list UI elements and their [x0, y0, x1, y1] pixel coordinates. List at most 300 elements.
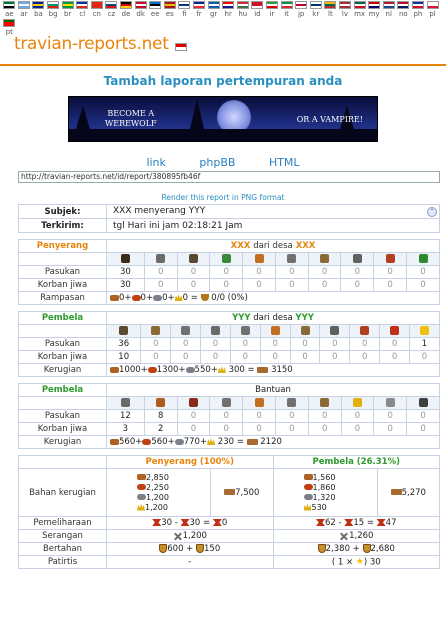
flag-code: ar [20, 10, 28, 18]
unit-count: 0 [290, 338, 320, 351]
chief-icon [360, 326, 369, 335]
unit-count: 0 [407, 266, 440, 279]
shield-icon [196, 544, 204, 553]
flag-code: bg [48, 10, 58, 18]
total-resources-icon [391, 489, 402, 495]
subject-value[interactable] [107, 205, 440, 219]
unit-header [308, 253, 341, 266]
flag-code: pl [429, 10, 436, 18]
wood-icon [110, 295, 119, 301]
language-flag-de[interactable] [119, 1, 134, 19]
language-flag-jp[interactable] [294, 1, 309, 19]
horse-icon [255, 398, 264, 407]
flag-code: ae [4, 10, 14, 18]
sword2-icon [156, 398, 165, 407]
unit-count: 0 [210, 266, 243, 279]
def-loss-total: 5,270 [401, 487, 426, 498]
flag-code: id [254, 10, 261, 18]
def-defense-value: 2,680 [370, 544, 395, 554]
unit-count: 0 [210, 410, 243, 423]
language-flag-dk[interactable] [133, 1, 148, 19]
row-label: Korban jiwa [19, 351, 107, 364]
banner-text-left [105, 109, 157, 129]
unit-count: 0 [407, 279, 440, 292]
flag-code: ir [269, 10, 275, 18]
total-resources-icon [247, 439, 258, 445]
language-flag-bg[interactable] [46, 1, 61, 19]
defender-title [107, 312, 440, 325]
flag-code: cn [92, 10, 101, 18]
report-container [18, 204, 440, 569]
site-header [0, 24, 446, 64]
iron-icon [137, 494, 146, 500]
row-label: Korban jiwa [19, 423, 107, 436]
clay-icon [304, 484, 313, 490]
flag-icon [76, 1, 88, 9]
def-hero-multiplier: ( 1 × [331, 557, 354, 568]
from-text: dari desa [253, 241, 293, 251]
upkeep-icon [344, 519, 353, 526]
site-logo[interactable]: travian-reports.net [14, 34, 169, 54]
language-flag-gr[interactable] [206, 1, 221, 19]
flag-code: my [368, 10, 380, 18]
language-flag-mx[interactable] [352, 1, 367, 19]
link-tab[interactable]: link [146, 156, 166, 169]
unit-count: 0 [243, 410, 276, 423]
loot-carry: 0/0 (0%) [211, 293, 248, 303]
language-flag-cl[interactable] [75, 1, 90, 19]
unit-count: 0 [380, 351, 410, 364]
language-flag-id[interactable] [250, 1, 265, 19]
att-upkeep-value: 30 [189, 518, 201, 528]
language-flag-cn[interactable] [90, 1, 105, 19]
unit-header [275, 253, 308, 266]
star-icon: ★ [355, 556, 364, 567]
flag-code: cl [79, 10, 86, 18]
unit-header [409, 325, 439, 338]
unit-count: 0 [409, 351, 439, 364]
loot-label: Rampasan [19, 292, 107, 305]
flag-icon [178, 1, 190, 9]
ground-graphic [69, 129, 377, 141]
sent-label: Terkirim: [19, 219, 107, 233]
loss-wood: 560 [119, 437, 136, 447]
chief-icon [386, 254, 395, 263]
upkeep-icon [213, 519, 222, 526]
language-flag-fr[interactable] [192, 1, 207, 19]
upkeep-icon [152, 519, 161, 526]
unit-count: 0 [341, 266, 374, 279]
carry-icon [201, 294, 209, 301]
defender-loss-label: Kerugian [19, 364, 107, 377]
language-flag-ba[interactable] [31, 1, 46, 19]
unit-header [107, 253, 145, 266]
language-flag-lt[interactable] [323, 1, 338, 19]
upkeep-icon [316, 519, 325, 526]
flag-icon [149, 1, 161, 9]
attacker-attack [107, 530, 274, 543]
unit-count: 0 [350, 351, 380, 364]
unit-header [201, 325, 231, 338]
unit-count: 0 [243, 266, 276, 279]
unit-count: 0 [177, 266, 210, 279]
render-png-link[interactable]: Render this report in PNG format [161, 193, 285, 202]
attacker-upkeep: 30 - 30 = 0 [107, 517, 274, 530]
attacker-defense: 600 + 150 [107, 543, 274, 556]
flag-icon [105, 1, 117, 9]
flag-code: ph [413, 10, 423, 18]
language-flag-no[interactable] [396, 1, 411, 19]
unit-header [380, 325, 410, 338]
unit-header [210, 253, 243, 266]
flag-code: kr [312, 10, 320, 18]
iron-icon [175, 439, 184, 445]
loss-total: 3150 [271, 365, 293, 375]
unit-count: 0 [341, 279, 374, 292]
unit-count: 0 [201, 338, 231, 351]
flag-icon [62, 1, 74, 9]
unit-header [374, 397, 407, 410]
unit-header [350, 325, 380, 338]
unit-count: 0 [177, 423, 210, 436]
flag-icon [3, 19, 15, 27]
unit-count: 0 [260, 338, 290, 351]
defender-role-label: Pembela [19, 312, 107, 325]
subject-label: Subjek: [19, 205, 107, 219]
flag-icon [266, 1, 278, 9]
unit-count: 0 [141, 351, 171, 364]
attacker-role-label: Penyerang [19, 240, 107, 253]
attacker-table [18, 239, 440, 305]
unit-header [144, 397, 177, 410]
ram-icon [320, 254, 329, 263]
language-flag-ph[interactable] [411, 1, 426, 19]
defender-player-link[interactable]: YYY [232, 313, 251, 323]
loot-values: 0+ 0+ 0+ 0 = 0/0 (0%) [107, 292, 440, 305]
current-language-flag-icon[interactable] [175, 43, 187, 51]
subject-dropdown-icon[interactable]: ⌃ [427, 207, 437, 217]
clay-icon [132, 295, 141, 301]
reinforcement-role-label: Pembela [19, 384, 107, 397]
shield-icon [318, 544, 326, 553]
summary-attacker-header: Penyerang (100%) [107, 456, 274, 469]
loot-clay: 0 [140, 293, 146, 303]
sword-icon [121, 398, 130, 407]
unit-count: 0 [141, 338, 171, 351]
flag-code: pt [5, 28, 13, 36]
flag-code: fi [182, 10, 187, 18]
loss-wood: 1000 [119, 365, 141, 375]
language-flag-kr[interactable] [308, 1, 323, 19]
empty-cell [19, 397, 107, 410]
reinforcement-title: Bantuan [107, 384, 440, 397]
unit-header [230, 325, 260, 338]
iron-icon [153, 295, 162, 301]
loss-total: 2120 [260, 437, 282, 447]
flag-code: fr [196, 10, 202, 18]
report-url-field[interactable]: http://travian-reports.net/id/report/380895fb46f [18, 171, 440, 183]
def-defense-value: 2,380 [325, 544, 350, 554]
unit-count: 0 [260, 351, 290, 364]
language-flag-lv[interactable] [338, 1, 353, 19]
spear-icon [119, 326, 128, 335]
unit-header [210, 397, 243, 410]
banner-text-line: WEREWOLF [105, 119, 157, 128]
flag-code: lt [328, 10, 333, 18]
defender-upkeep: 62 - 15 = 47 [273, 517, 440, 530]
def-upkeep-value: 62 [325, 518, 336, 528]
unit-count: 0 [308, 266, 341, 279]
clay-icon [142, 439, 151, 445]
language-flag-nl[interactable] [381, 1, 396, 19]
unit-count: 0 [374, 279, 407, 292]
defender-village-link[interactable]: YYY [295, 313, 314, 323]
unit-header [144, 253, 177, 266]
flag-code: hu [238, 10, 248, 18]
helmet-icon [222, 398, 231, 407]
defender-losses-list [273, 469, 377, 517]
flag-icon [339, 1, 351, 9]
unit-header [275, 397, 308, 410]
crop-icon [175, 294, 183, 301]
attacker-player-link[interactable]: XXX [230, 241, 251, 251]
attacker-hero: - [107, 556, 274, 569]
def-loss-clay: 1,860 [312, 482, 336, 492]
catapult-icon [353, 254, 362, 263]
def-loss-iron: 1,320 [312, 492, 336, 502]
loss-clay: 560 [151, 437, 168, 447]
unit-count: 3 [107, 423, 145, 436]
unit-header [141, 325, 171, 338]
catapult-icon [353, 398, 362, 407]
summary-defender-header: Pembela (26.31%) [273, 456, 440, 469]
flag-code: ba [34, 10, 43, 18]
unit-count: 2 [144, 423, 177, 436]
row-label: Pasukan [19, 338, 107, 351]
language-flag-hu[interactable] [236, 1, 251, 19]
settler-icon [390, 326, 399, 335]
unit-count: 1 [409, 338, 439, 351]
unit-count: 36 [107, 338, 141, 351]
flag-icon [32, 1, 44, 9]
defender-attack [273, 530, 440, 543]
language-flag-fi[interactable] [177, 1, 192, 19]
language-flag-ee[interactable] [148, 1, 163, 19]
language-flag-br[interactable] [60, 1, 75, 19]
defender-loss-values: 1000+ 1300+ 550+ 300 = 3150 [107, 364, 440, 377]
unit-count: 0 [320, 351, 350, 364]
loss-crop: 230 [217, 437, 235, 447]
unit-count: 0 [230, 338, 260, 351]
clay-icon [137, 484, 146, 490]
language-flag-ar[interactable] [17, 1, 32, 19]
unit-header [171, 325, 201, 338]
language-flag-es[interactable] [163, 1, 178, 19]
unit-header [107, 397, 145, 410]
flag-code: dk [136, 10, 145, 18]
flag-code: lv [341, 10, 348, 18]
loss-crop: 300 [228, 365, 245, 375]
unit-count: 30 [107, 279, 145, 292]
total-resources-icon [257, 367, 268, 373]
crop-icon [218, 366, 226, 373]
chief-icon [386, 398, 395, 407]
phpbb-tab[interactable]: phpBB [199, 156, 236, 169]
iron-icon [186, 367, 195, 373]
defender-hero [273, 556, 440, 569]
unit-header [243, 253, 276, 266]
attacker-title [107, 240, 440, 253]
banner-text-right: OR A VAMPIRE! [296, 115, 363, 124]
att-loss-total: 7,500 [235, 487, 260, 498]
knight-icon [241, 326, 250, 335]
loot-crop: 0 [182, 293, 189, 303]
settler-icon [419, 254, 428, 263]
loss-iron: 770 [183, 437, 200, 447]
flag-icon [368, 1, 380, 9]
unit-header [320, 325, 350, 338]
banner-text-line: BECOME A [107, 109, 155, 118]
att-loss-iron: 1,200 [146, 492, 169, 502]
unit-count: 10 [107, 351, 141, 364]
horse-icon [271, 326, 280, 335]
loss-iron: 550 [194, 365, 211, 375]
ad-banner[interactable] [68, 96, 378, 142]
flag-icon [412, 1, 424, 9]
flag-icon [3, 1, 15, 9]
header-divider [0, 64, 446, 66]
hero-icon [420, 326, 429, 335]
reinforcement-loss-values: 560+ 560+ 770+ 230 = 2120 [107, 436, 440, 449]
flag-icon [427, 1, 439, 9]
flag-icon [310, 1, 322, 9]
axe-icon [156, 254, 165, 263]
shield-icon [363, 544, 371, 553]
language-flag-hr[interactable] [221, 1, 236, 19]
helmet-icon [181, 326, 190, 335]
flag-icon [251, 1, 263, 9]
knight-icon [287, 254, 296, 263]
defense-label: Bertahan [19, 543, 107, 556]
iron-icon [304, 494, 313, 500]
unit-count: 0 [171, 351, 201, 364]
club-icon [121, 254, 130, 263]
upkeep-icon [181, 519, 190, 526]
wood-icon [304, 474, 313, 480]
unit-count: 0 [201, 351, 231, 364]
row-label: Pasukan [19, 410, 107, 423]
losses-label: Bahan kerugian [19, 469, 107, 517]
scout-icon [211, 326, 220, 335]
flag-code: cz [107, 10, 116, 18]
sent-value: tgl Hari ini jam 02:18:21 Jam [107, 219, 440, 233]
flag-icon [120, 1, 132, 9]
unit-header [374, 253, 407, 266]
horse-icon [255, 254, 264, 263]
unit-count: 0 [210, 279, 243, 292]
defender-table [18, 311, 440, 377]
attacker-village-link[interactable]: XXX [295, 241, 316, 251]
unit-header [341, 253, 374, 266]
loss-clay: 1300 [156, 365, 179, 375]
language-flag-my[interactable] [367, 1, 382, 19]
unit-header [290, 325, 320, 338]
reinforcement-loss-label: Kerugian [19, 436, 107, 449]
language-flag-ir[interactable] [265, 1, 280, 19]
html-tab[interactable]: HTML [268, 156, 300, 169]
unit-count: 12 [107, 410, 145, 423]
unit-header [341, 397, 374, 410]
upkeep-icon [377, 519, 386, 526]
flag-code: es [165, 10, 174, 18]
unit-header [107, 325, 141, 338]
flag-code: jp [297, 10, 305, 18]
knight-icon [287, 398, 296, 407]
sword-icon [151, 326, 160, 335]
crop-icon [304, 504, 312, 511]
crop-icon [137, 504, 145, 511]
spear-icon [189, 254, 198, 263]
unit-count: 0 [275, 410, 308, 423]
ram-icon [320, 398, 329, 407]
tree-graphic [189, 99, 205, 133]
defender-losses-total [377, 469, 439, 517]
language-flag-cz[interactable] [104, 1, 119, 19]
flag-icon [397, 1, 409, 9]
subject-text: XXX menyerang YYY [113, 206, 206, 216]
att-defense-value: 600 [167, 544, 184, 554]
att-upkeep-value: 0 [221, 518, 228, 528]
language-flag-ae[interactable] [2, 1, 17, 19]
def-loss-crop: 530 [311, 502, 327, 512]
unit-count: 0 [243, 279, 276, 292]
language-flag-it[interactable] [279, 1, 294, 19]
flag-icon [281, 1, 293, 9]
crossed-swords-icon [173, 532, 183, 540]
settler-icon [419, 398, 428, 407]
catapult-icon [330, 326, 339, 335]
hero-label: Patirtis [19, 556, 107, 569]
flag-icon [222, 1, 234, 9]
unit-count: 0 [350, 338, 380, 351]
flag-icon [91, 1, 103, 9]
unit-count: 0 [177, 410, 210, 423]
from-text: dari desa [253, 313, 293, 323]
unit-count: 0 [308, 279, 341, 292]
unit-count: 0 [230, 351, 260, 364]
unit-count: 0 [308, 410, 341, 423]
loot-iron: 0 [162, 293, 168, 303]
upkeep-label: Pemeliharaan [19, 517, 107, 530]
empty-cell [19, 456, 107, 469]
unit-count: 0 [374, 423, 407, 436]
unit-count: 0 [407, 410, 440, 423]
total-resources-icon [224, 489, 235, 495]
flag-code: ee [150, 10, 160, 18]
language-flag-pl[interactable] [425, 1, 440, 19]
flag-icon [164, 1, 176, 9]
unit-count: 0 [144, 266, 177, 279]
flag-icon [47, 1, 59, 9]
flag-code: br [64, 10, 72, 18]
flag-icon [237, 1, 249, 9]
report-meta-table [18, 204, 440, 233]
att-loss-wood: 2,850 [146, 472, 169, 482]
unit-header [243, 397, 276, 410]
def-loss-wood: 1,560 [312, 472, 336, 482]
unit-count: 0 [320, 338, 350, 351]
export-links [0, 156, 446, 169]
